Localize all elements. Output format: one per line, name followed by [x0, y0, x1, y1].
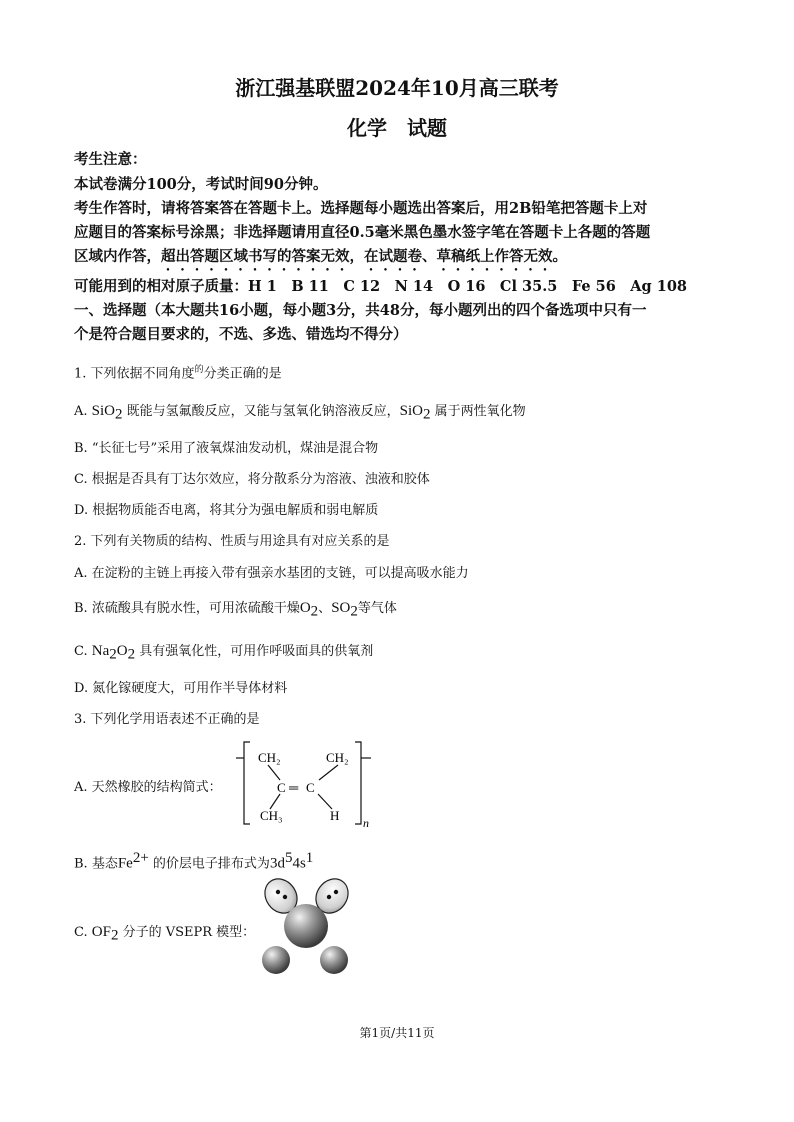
q1-stem-part: 1. 下列依据不同角度 — [74, 366, 195, 382]
bond-c-h — [318, 794, 332, 809]
formula: SiO — [399, 403, 423, 419]
of2-vsepr-model — [252, 878, 364, 978]
top-left-group: CH₂ — [258, 750, 281, 765]
formula-sup: 2+ — [132, 850, 149, 866]
question-1-option-c: C. 根据是否具有丁达尔效应，将分散系分为溶液、浊液和胶体 — [74, 472, 430, 487]
separator: 、 — [318, 601, 332, 616]
option-text: 分子的 VSEPR 模型： — [118, 925, 256, 940]
notice-line-3: 应题目的答案标号涂黑；非选择题请用直径0.5毫米黑色墨水签字笔在答题卡上各题的答题 — [74, 224, 651, 241]
formula-sup: 1 — [305, 850, 314, 866]
question-1-option-d: D. 根据物质能否电离，将其分为强电解质和弱电解质 — [74, 503, 379, 518]
double-bond: ═ — [289, 780, 299, 795]
notice-line-4-emphasis: 超出答题区域书写的答案无效，在试题卷、草稿纸上作答无效。 — [161, 248, 567, 265]
question-2-stem: 2. 下列有关物质的结构、性质与用途具有对应关系的是 — [74, 534, 390, 549]
atomic-masses: 可能用到的相对原子质量：H 1 B 11 C 12 N 14 O 16 Cl 35.5 Fe 56 Ag 108 — [74, 278, 687, 295]
fluorine-atom-left — [262, 946, 290, 974]
formula-sub: 2 — [127, 646, 136, 663]
formula: O — [299, 600, 311, 616]
repeat-subscript: n — [363, 816, 369, 830]
notice-heading: 考生注意： — [74, 151, 147, 168]
notice-line-4 — [74, 245, 567, 274]
option-text: 等气体 — [357, 601, 397, 616]
formula: O — [116, 643, 128, 659]
formula: 3d — [269, 855, 285, 872]
question-3-option-b — [74, 850, 313, 872]
question-3-stem: 3. 下列化学用语表述不正确的是 — [74, 712, 260, 727]
bond-ch2-c — [268, 765, 280, 780]
right-bracket — [355, 742, 361, 824]
question-2-option-a: A. 在淀粉的主链上再接入带有强亲水基团的支链，可以提高吸水能力 — [74, 566, 469, 581]
question-1-option-a — [74, 400, 526, 424]
subject-title: 化学 试题 — [347, 116, 447, 140]
formula-sup: 5 — [284, 850, 293, 866]
formula-sub: 2 — [110, 927, 119, 944]
option-text: 具有强氧化性，可用作呼吸面具的供氧剂 — [135, 644, 374, 659]
option-text: 属于两性氧化物 — [430, 404, 526, 419]
question-2-option-d: D. 氮化镓硬度大，可用作半导体材料 — [74, 681, 288, 696]
notice-line-2: 考生作答时，请将答案答在答题卡上。选择题每小题选出答案后，用2B铅笔把答题卡上对 — [74, 200, 648, 217]
q1-stem-sup: 的 — [194, 365, 204, 375]
formula-sub: 2 — [422, 406, 431, 423]
option-text: 既能与氢氟酸反应，又能与氢氧化钠溶液反应， — [122, 404, 400, 419]
exam-title: 浙江强基联盟2024年10月高三联考 — [235, 76, 559, 100]
formula: Fe — [117, 855, 133, 872]
notice-line-1: 本试卷满分100分，考试时间90分钟。 — [74, 176, 328, 193]
question-1-option-b: B. “长征七号”采用了液氧煤油发动机，煤油是混合物 — [74, 441, 379, 456]
formula-sub: 2 — [310, 603, 319, 620]
question-2-option-c — [74, 640, 373, 664]
formula-sub: 2 — [350, 603, 358, 620]
formula: OF — [91, 924, 111, 940]
formula: 4s — [292, 855, 306, 872]
option-label: C. — [74, 925, 92, 940]
formula: SO — [331, 600, 351, 616]
q1-stem-part: 分类正确的是 — [203, 366, 282, 382]
notice-line-4-plain: 区域内作答， — [74, 248, 161, 265]
section-1-intro-line-2: 个是符合题目要求的，不选、多选、错选均不得分） — [74, 326, 408, 343]
oxygen-central-atom — [284, 904, 328, 948]
bond-c-ch3 — [270, 794, 280, 809]
question-1-stem — [74, 362, 282, 381]
formula-sub: 2 — [109, 646, 117, 663]
section-1-intro-line-1: 一、选择题（本大题共16小题，每小题3分，共48分，每小题列出的四个备选项中只有一 — [74, 302, 647, 319]
question-2-option-b — [74, 597, 397, 621]
formula-sub: 2 — [115, 406, 123, 423]
option-text: B. 浓硫酸具有脱水性，可用浓硫酸干燥 — [74, 601, 300, 616]
question-3-option-c — [74, 921, 255, 945]
question-3-option-a-label: A. 天然橡胶的结构简式： — [74, 780, 222, 795]
natural-rubber-structure — [236, 738, 376, 830]
bottom-right-group: H — [330, 808, 340, 823]
fluorine-atom-right — [320, 946, 348, 974]
option-text: 的价层电子排布式为 — [148, 856, 270, 872]
bottom-left-group: CH₃ — [260, 808, 283, 823]
option-label: C. — [74, 644, 92, 659]
top-right-group: CH₂ — [326, 750, 349, 765]
option-text: B. 基态 — [74, 856, 118, 872]
formula: SiO — [91, 403, 115, 419]
right-carbon: C — [306, 780, 315, 795]
option-label: A. — [74, 404, 92, 419]
left-bracket — [244, 742, 250, 824]
formula: Na — [91, 643, 110, 659]
left-carbon: C — [277, 780, 286, 795]
page-number: 第1页/共11页 — [359, 1026, 435, 1040]
bond-ch2-c-right — [319, 765, 338, 780]
